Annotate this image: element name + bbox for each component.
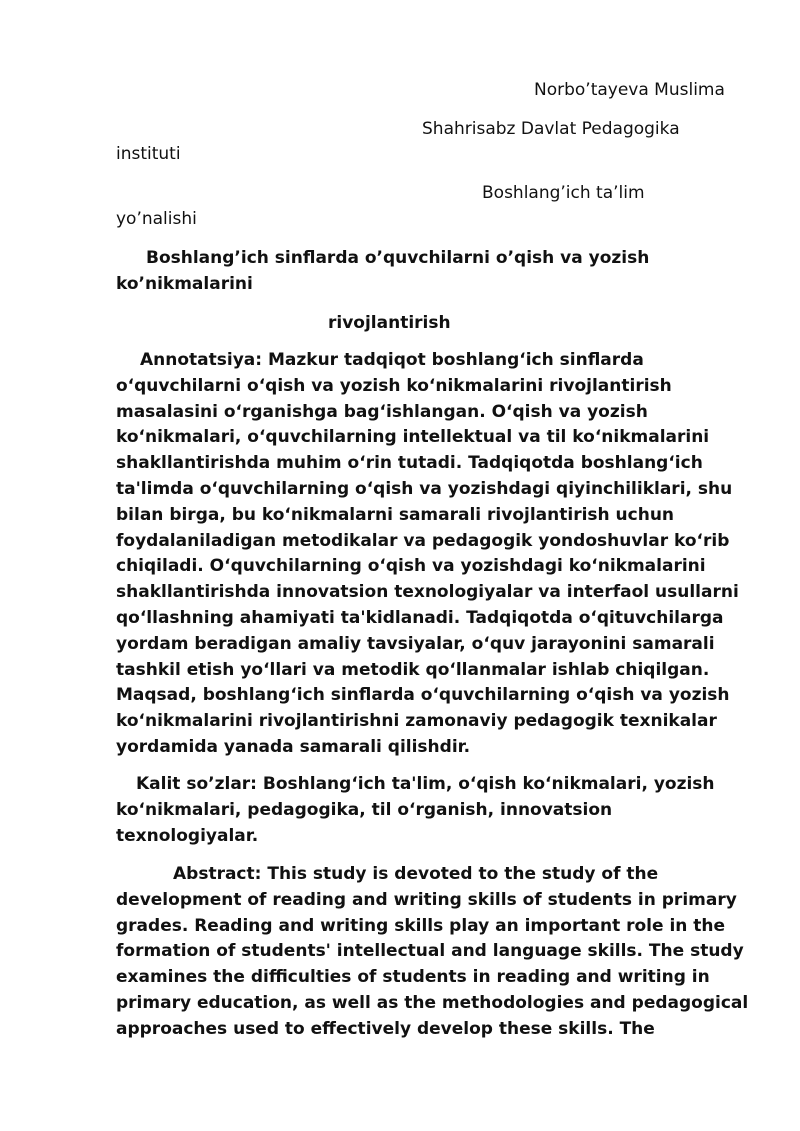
annotation-line: chiqiladi. O‘quvchilarning o‘qish va yozishdagi ko‘nikmalarini xyxy=(116,556,706,577)
annotation-line: bilan birga, bu ko‘nikmalarni samarali rivojlantirish uchun xyxy=(116,504,675,525)
annotation-line: shakllantirishda innovatsion texnologiyalar va interfaol usullarni xyxy=(116,582,739,603)
title-line3: rivojlantirish xyxy=(328,313,451,333)
abstract-line: examines the difficulties of students in reading and writing in xyxy=(116,967,710,988)
abstract-paragraph xyxy=(116,862,749,1043)
annotation-line: foydalaniladigan metodikalar va pedagogik yondoshuvlar ko‘rib xyxy=(116,530,730,551)
annotation-line: Maqsad, boshlang‘ich sinflarda o‘quvchilarning o‘qish va yozish xyxy=(116,685,730,706)
keywords-line: texnologiyalar. xyxy=(116,825,259,846)
annotation-line: qo‘llashning ahamiyati ta'kidlanadi. Tadqiqotda o‘qituvchilarga xyxy=(116,607,724,628)
abstract-line: primary education, as well as the methodologies and pedagogical xyxy=(116,992,749,1013)
title-line2: ko’nikmalarini xyxy=(116,274,253,294)
keywords-line: Kalit so’zlar: Boshlang‘ich ta'lim, o‘qish ko‘nikmalari, yozish xyxy=(136,774,715,794)
annotation-line: ko‘nikmalarini rivojlantirishni zamonaviy pedagogik texnikalar xyxy=(116,711,717,732)
annotation-paragraph xyxy=(116,348,739,761)
author-institution-line1: Shahrisabz Davlat Pedagogika xyxy=(422,119,680,139)
annotation-line: masalasini o‘rganishga bag‘ishlangan. O‘qish va yozish xyxy=(116,401,648,422)
annotation-line: yordamida yanada samarali qilishdir. xyxy=(116,736,471,757)
author-program-line1: Boshlang’ich ta’lim xyxy=(482,183,645,203)
annotation-line: o‘quvchilarni o‘qish va yozish ko‘nikmalarini rivojlantirish xyxy=(116,375,672,396)
annotation-line: shakllantirishda muhim o‘rin tutadi. Tadqiqotda boshlang‘ich xyxy=(116,453,703,474)
annotation-line: ko‘nikmalari, o‘quvchilarning intellektual va til ko‘nikmalarini xyxy=(116,427,710,448)
annotation-line: ta'limda o‘quvchilarning o‘qish va yozishdagi qiyinchiliklari, shu xyxy=(116,478,733,499)
abstract-line: development of reading and writing skills of students in primary xyxy=(116,889,737,910)
annotation-line: yordam beradigan amaliy tavsiyalar, o‘quv jarayonini samarali xyxy=(116,633,715,654)
abstract-line: grades. Reading and writing skills play an important role in the xyxy=(116,915,726,936)
author-institution-line2: instituti xyxy=(116,144,181,164)
author-program-line2: yo’nalishi xyxy=(116,209,197,229)
keywords-paragraph xyxy=(116,772,736,849)
author-name: Norbo’tayeva Muslima xyxy=(534,80,725,100)
annotation-line: tashkil etish yo‘llari va metodik qo‘llanmalar ishlab chiqilgan. xyxy=(116,659,710,680)
annotation-line: Annotatsiya: Mazkur tadqiqot boshlang‘ich sinflarda xyxy=(140,350,644,370)
abstract-line: formation of students' intellectual and language skills. The study xyxy=(116,941,744,962)
abstract-line: approaches used to effectively develop these skills. The xyxy=(116,1018,655,1039)
title-line1: Boshlang’ich sinflarda o’quvchilarni o’qish va yozish xyxy=(146,248,650,268)
keywords-line: ko‘nikmalari, pedagogika, til o‘rganish, innovatsion xyxy=(116,799,613,820)
abstract-line: Abstract: This study is devoted to the study of the xyxy=(173,864,659,884)
